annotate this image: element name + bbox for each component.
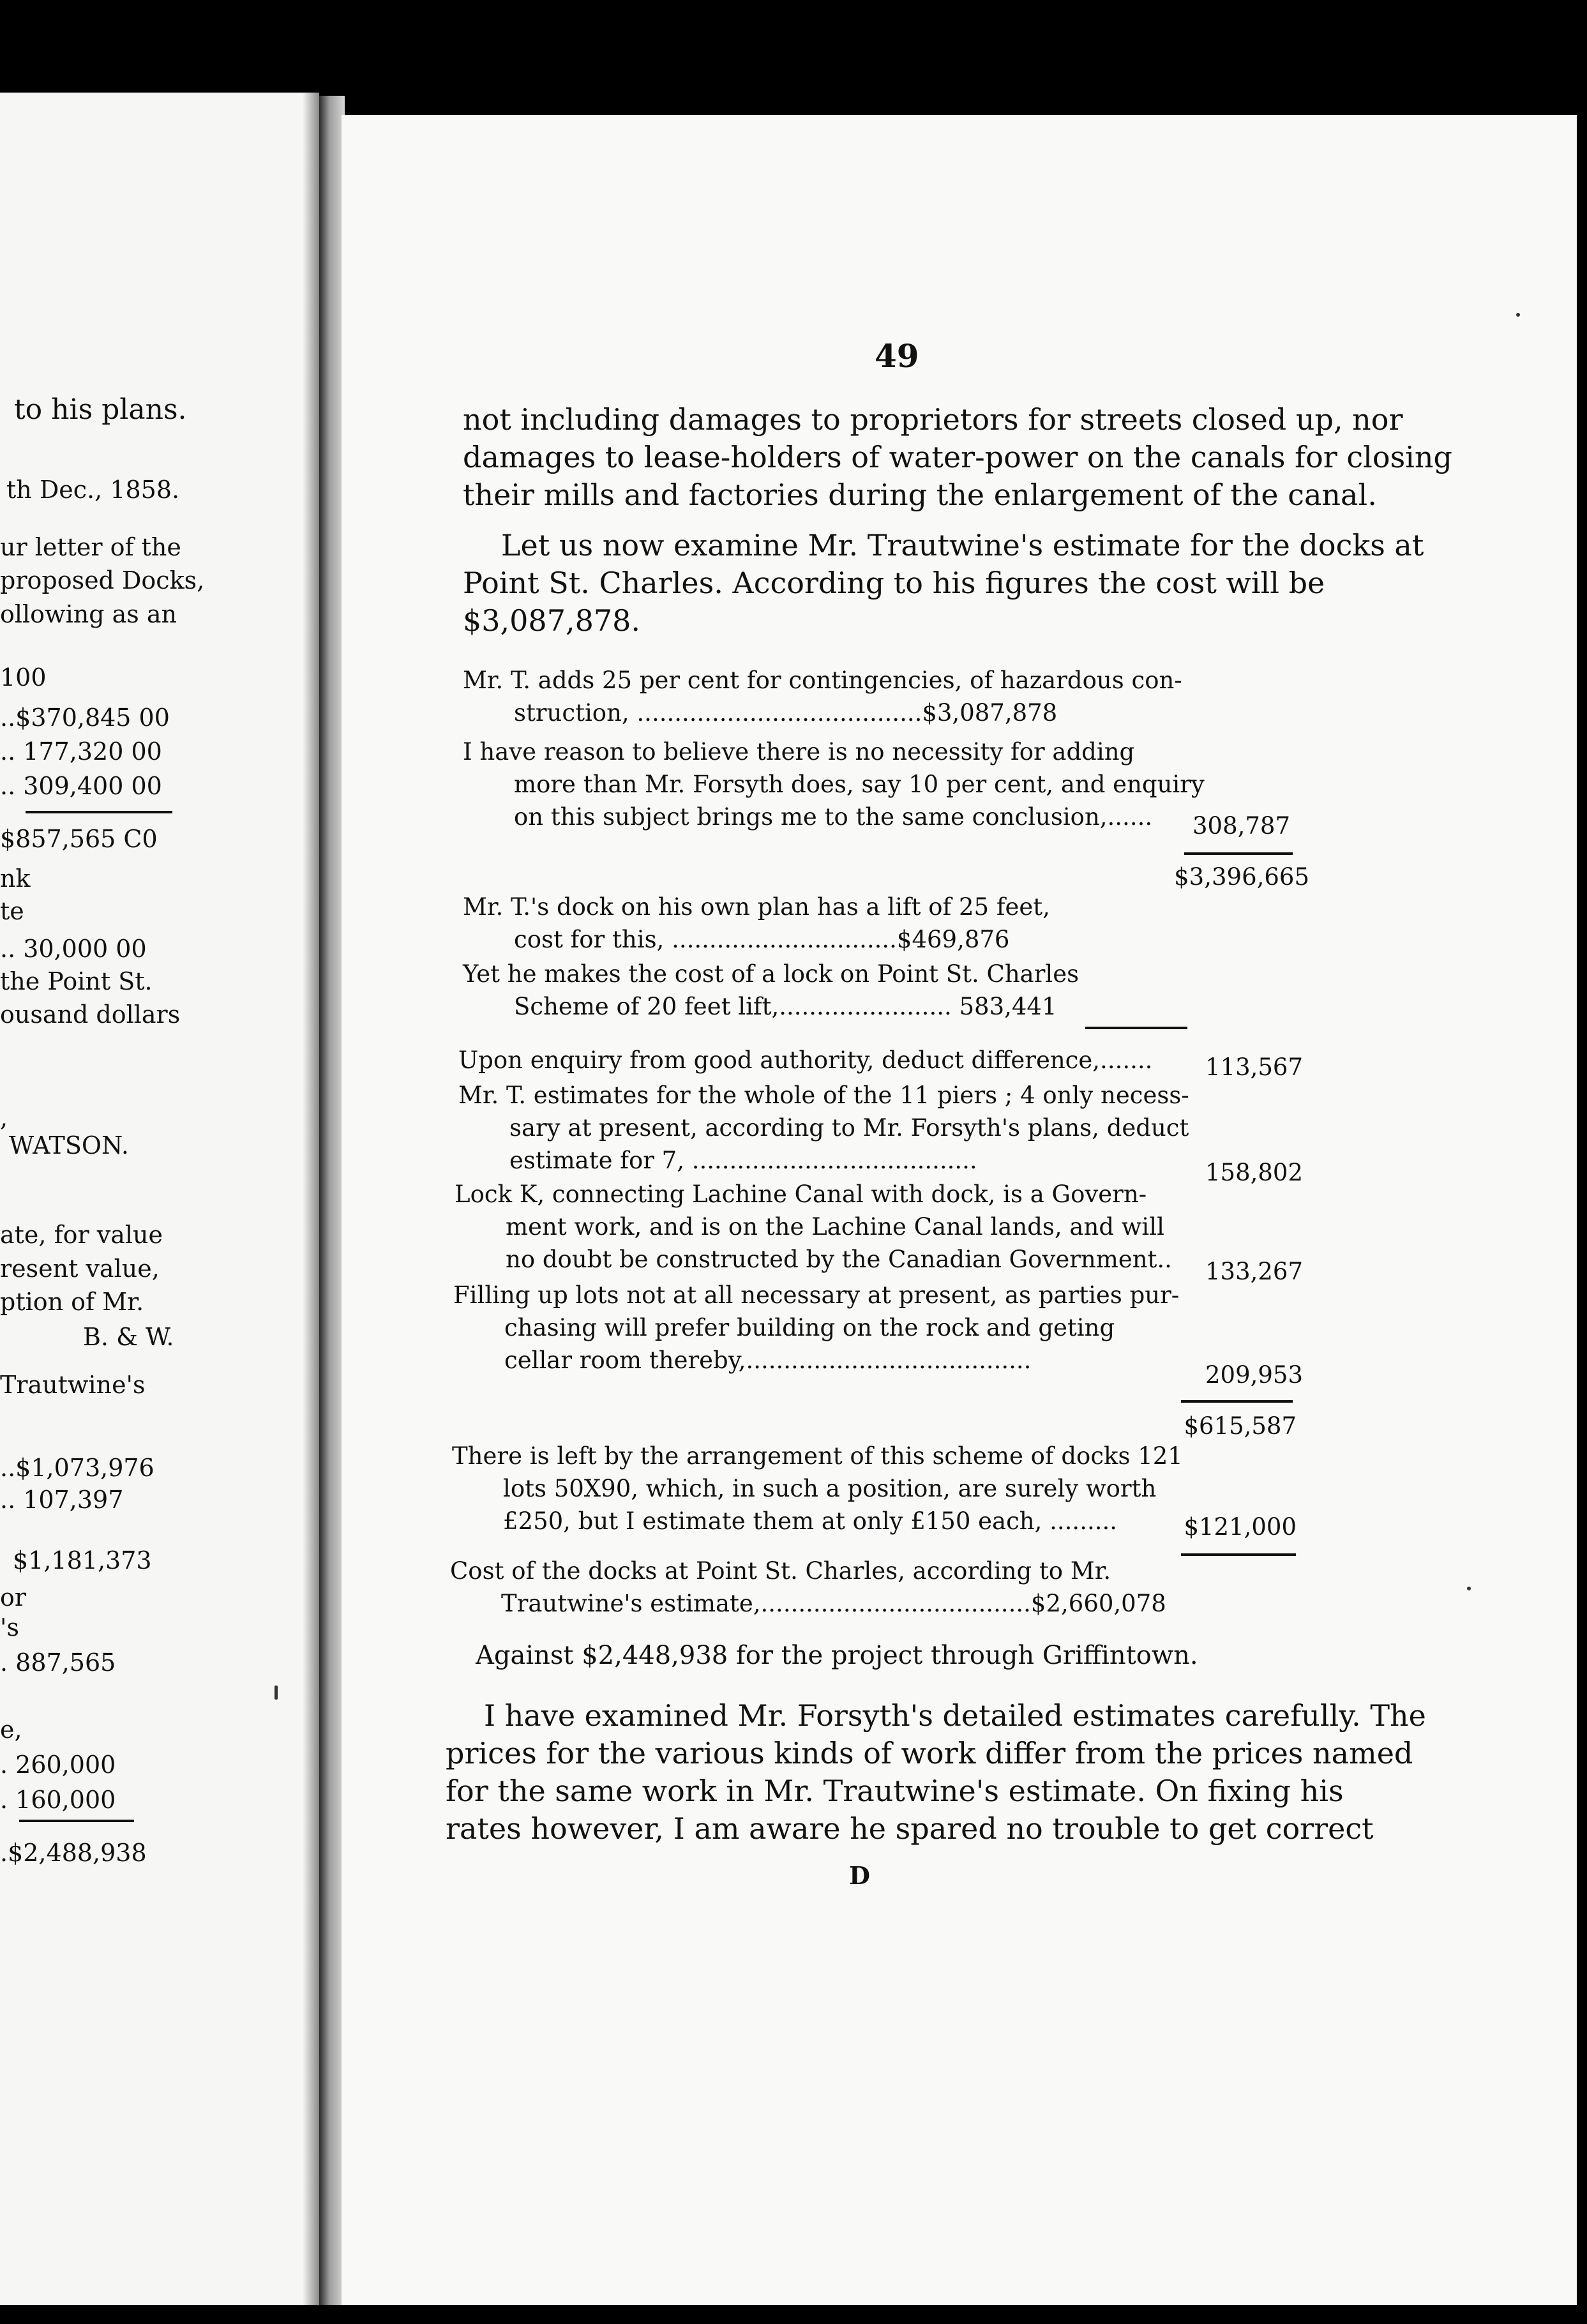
left-text-fragment: or (0, 1583, 27, 1611)
left-text-fragment: resent value, (0, 1255, 160, 1283)
text-line: I have examined Mr. Forsyth's detailed estimates carefully. The (484, 1698, 1426, 1733)
entry-line: I have reason to believe there is no necessity for adding (463, 738, 1135, 766)
paragraph-intro (463, 401, 1452, 514)
left-text-fragment: Trautwine's (0, 1371, 146, 1399)
signature-mark: D (849, 1861, 870, 1890)
left-text-fragment: ..$1,073,976 (0, 1454, 154, 1482)
estimate-entry (463, 891, 1050, 956)
entry-amount: $121,000 (1184, 1513, 1297, 1541)
text-line: $3,087,878. (463, 603, 640, 638)
entry-line: struction, ......................................$3,087,878 (514, 699, 1058, 727)
entry-amount: 133,267 (1205, 1258, 1303, 1285)
subtotal-amount: $615,587 (1184, 1412, 1297, 1440)
sum-rule (1085, 1027, 1187, 1029)
left-text-fragment: to his plans. (14, 393, 187, 426)
left-text-fragment: te (0, 897, 24, 925)
estimate-entry (463, 958, 1079, 1023)
entry-line: Lock K, connecting Lachine Canal with dock, is a Govern- (455, 1181, 1147, 1208)
entry-amount: 113,567 (1205, 1053, 1303, 1081)
text-line: rates however, I am aware he spared no trouble to get correct (446, 1811, 1374, 1846)
comparison-line: Against $2,448,938 for the project through Griffintown. (476, 1641, 1198, 1670)
estimate-entry (450, 1555, 1166, 1620)
left-text-fragment: ate, for value (0, 1221, 163, 1249)
entry-line: Mr. T. adds 25 per cent for contingencies, of hazardous con- (463, 667, 1182, 694)
entry-amount: 209,953 (1205, 1361, 1303, 1389)
subtotal-amount: $3,396,665 (1174, 863, 1309, 891)
entry-line: lots 50X90, which, in such a position, are surely worth (503, 1475, 1157, 1502)
left-text-fragment: . 887,565 (0, 1649, 116, 1677)
estimate-entry (463, 736, 1205, 833)
entry-line: cost for this, ..............................$469,876 (514, 926, 1010, 953)
entry-line: Yet he makes the cost of a lock on Point St. Charles (463, 960, 1079, 988)
entry-line: ment work, and is on the Lachine Canal lands, and will (506, 1213, 1164, 1241)
left-text-fragment: . 160,000 (0, 1786, 116, 1814)
left-text-fragment: ption of Mr. (0, 1288, 144, 1316)
paragraph-examine (463, 527, 1424, 640)
left-text-fragment: .. 30,000 00 (0, 935, 147, 963)
entry-line: Scheme of 20 feet lift,....................... 583,441 (514, 993, 1057, 1020)
entry-line: estimate for 7, ...................................... (509, 1147, 977, 1174)
left-text-fragment: e, (0, 1716, 22, 1744)
entry-amount: 158,802 (1205, 1159, 1303, 1186)
text-line: prices for the various kinds of work differ from the prices named (446, 1736, 1413, 1770)
entry-line: Cost of the docks at Point St. Charles, according to Mr. (450, 1557, 1111, 1585)
left-sum-rule (19, 1820, 134, 1822)
entry-line: on this subject brings me to the same conclusion,...... (514, 803, 1153, 831)
left-text-fragment: $1,181,373 (13, 1546, 152, 1574)
left-text-fragment: $857,565 C0 (0, 825, 158, 853)
entry-line: Upon enquiry from good authority, deduct difference,....... (458, 1046, 1153, 1074)
speck (1467, 1587, 1471, 1590)
entry-line: cellar room thereby,...................................... (504, 1347, 1032, 1374)
left-sum-rule (26, 811, 172, 813)
left-text-fragment: WATSON. (9, 1131, 129, 1159)
text-line: not including damages to proprietors for streets closed up, nor (463, 402, 1403, 437)
left-text-fragment: .$2,488,938 (0, 1839, 147, 1867)
page-number: 49 (875, 337, 919, 375)
left-text-fragment: 100 (0, 663, 47, 691)
left-text-fragment: ..$370,845 00 (0, 704, 170, 732)
estimate-entry (455, 1178, 1172, 1276)
left-text-fragment: .. 177,320 00 (0, 737, 162, 766)
left-text-fragment: ousand dollars (0, 1000, 181, 1029)
entry-line: sary at present, according to Mr. Forsyth's plans, deduct (509, 1114, 1189, 1142)
left-text-fragment: B. & W. (83, 1323, 174, 1351)
text-line: Point St. Charles. According to his figures the cost will be (463, 566, 1325, 600)
entry-line: no doubt be constructed by the Canadian Government.. (506, 1246, 1172, 1273)
text-line: their mills and factories during the enlargement of the canal. (463, 478, 1377, 512)
estimate-entry (453, 1279, 1179, 1377)
entry-line: Mr. T.'s dock on his own plan has a lift of 25 feet, (463, 893, 1050, 921)
book-gutter (319, 96, 345, 2305)
text-line: for the same work in Mr. Trautwine's estimate. On fixing his (446, 1774, 1344, 1808)
speck (1516, 313, 1520, 317)
estimate-entry (452, 1440, 1183, 1537)
text-line: Let us now examine Mr. Trautwine's estimate for the docks at (501, 528, 1424, 562)
left-text-fragment: th Dec., 1858. (6, 476, 180, 504)
estimate-entry (463, 664, 1182, 729)
left-text-fragment: proposed Docks, (0, 566, 205, 594)
left-text-fragment: .. 107,397 (0, 1486, 124, 1514)
left-text-fragment: ollowing as an (0, 600, 177, 628)
left-text-fragment: . 260,000 (0, 1751, 116, 1779)
left-text-fragment: nk (0, 864, 31, 893)
speck (275, 1686, 278, 1700)
entry-line: chasing will prefer building on the rock and geting (504, 1314, 1115, 1341)
entry-amount: 308,787 (1192, 812, 1290, 840)
estimate-entry (458, 1079, 1189, 1177)
left-text-fragment: the Point St. (0, 967, 153, 995)
left-text-fragment: ur letter of the (0, 533, 181, 561)
left-text-fragment: , (0, 1104, 8, 1132)
sum-rule (1184, 852, 1293, 855)
sum-rule (1181, 1553, 1296, 1556)
entry-line: Trautwine's estimate,....................................$2,660,078 (501, 1590, 1166, 1617)
entry-line: more than Mr. Forsyth does, say 10 per cent, and enquiry (514, 771, 1205, 798)
text-line: damages to lease-holders of water-power on the canals for closing (463, 440, 1452, 474)
entry-line: There is left by the arrangement of this scheme of docks 121 (452, 1442, 1183, 1470)
entry-line: Mr. T. estimates for the whole of the 11 piers ; 4 only necess- (458, 1082, 1189, 1109)
entry-line: Filling up lots not at all necessary at present, as parties pur- (453, 1281, 1180, 1309)
sum-rule (1181, 1400, 1293, 1403)
paragraph-forsyth (446, 1697, 1426, 1848)
estimate-entry (458, 1044, 1152, 1076)
left-text-fragment: .. 309,400 00 (0, 772, 162, 800)
left-text-fragment: 's (0, 1613, 19, 1641)
entry-line: £250, but I estimate them at only £150 each, ......... (503, 1507, 1117, 1535)
